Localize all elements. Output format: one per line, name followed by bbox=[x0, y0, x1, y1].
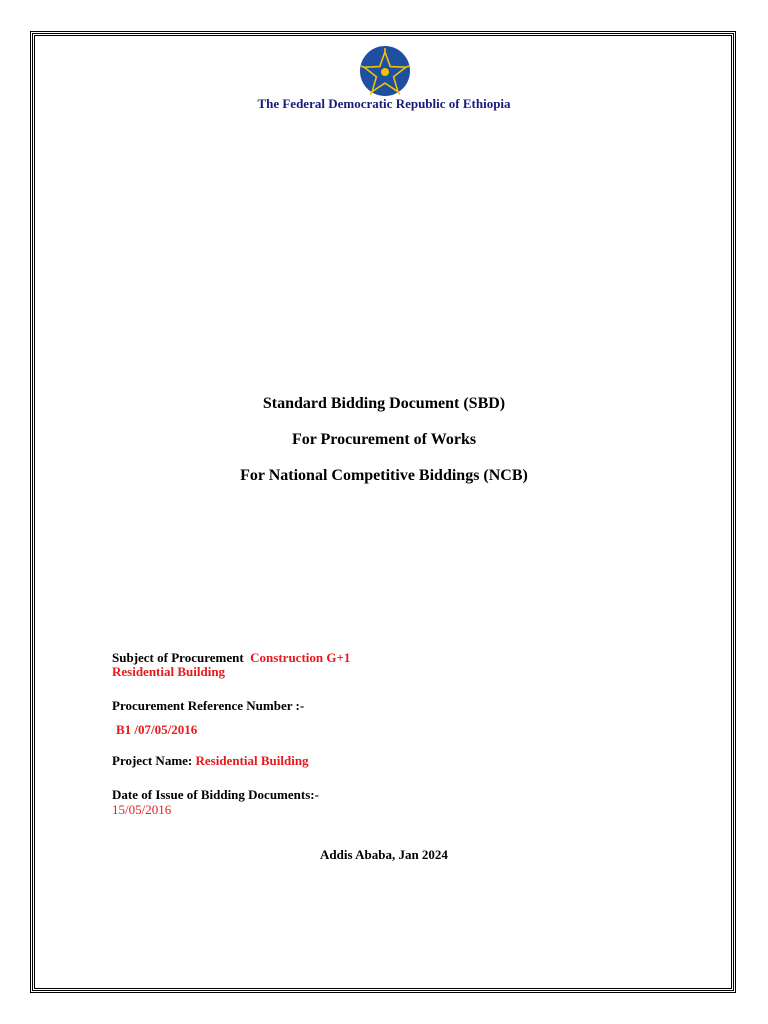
document-title: Standard Bidding Document (SBD) bbox=[262, 395, 506, 412]
issue-date-label: Date of Issue of Bidding Documents:- bbox=[112, 787, 319, 802]
reference-value: B1 /07/05/2016 bbox=[116, 722, 198, 737]
page-border-inner bbox=[34, 35, 732, 989]
issue-date-value: 15/05/2016 bbox=[112, 802, 172, 817]
ethiopian-emblem-icon bbox=[359, 45, 411, 97]
subject-of-procurement bbox=[112, 651, 350, 679]
document-subtitle-procurement: For Procurement of Works bbox=[291, 431, 477, 448]
country-name: The Federal Democratic Republic of Ethiopia bbox=[257, 96, 511, 111]
subject-value-continued: Residential Building bbox=[112, 664, 226, 679]
subject-value: Construction G+1 bbox=[250, 650, 351, 665]
project-name bbox=[112, 754, 309, 768]
place-and-date: Addis Ababa, Jan 2024 bbox=[320, 847, 448, 862]
document-subtitle-ncb: For National Competitive Biddings (NCB) bbox=[240, 467, 528, 484]
reference-label: Procurement Reference Number :- bbox=[112, 698, 305, 713]
project-label: Project Name: bbox=[112, 753, 193, 768]
project-value: Residential Building bbox=[195, 753, 309, 768]
subject-label: Subject of Procurement bbox=[112, 650, 244, 665]
